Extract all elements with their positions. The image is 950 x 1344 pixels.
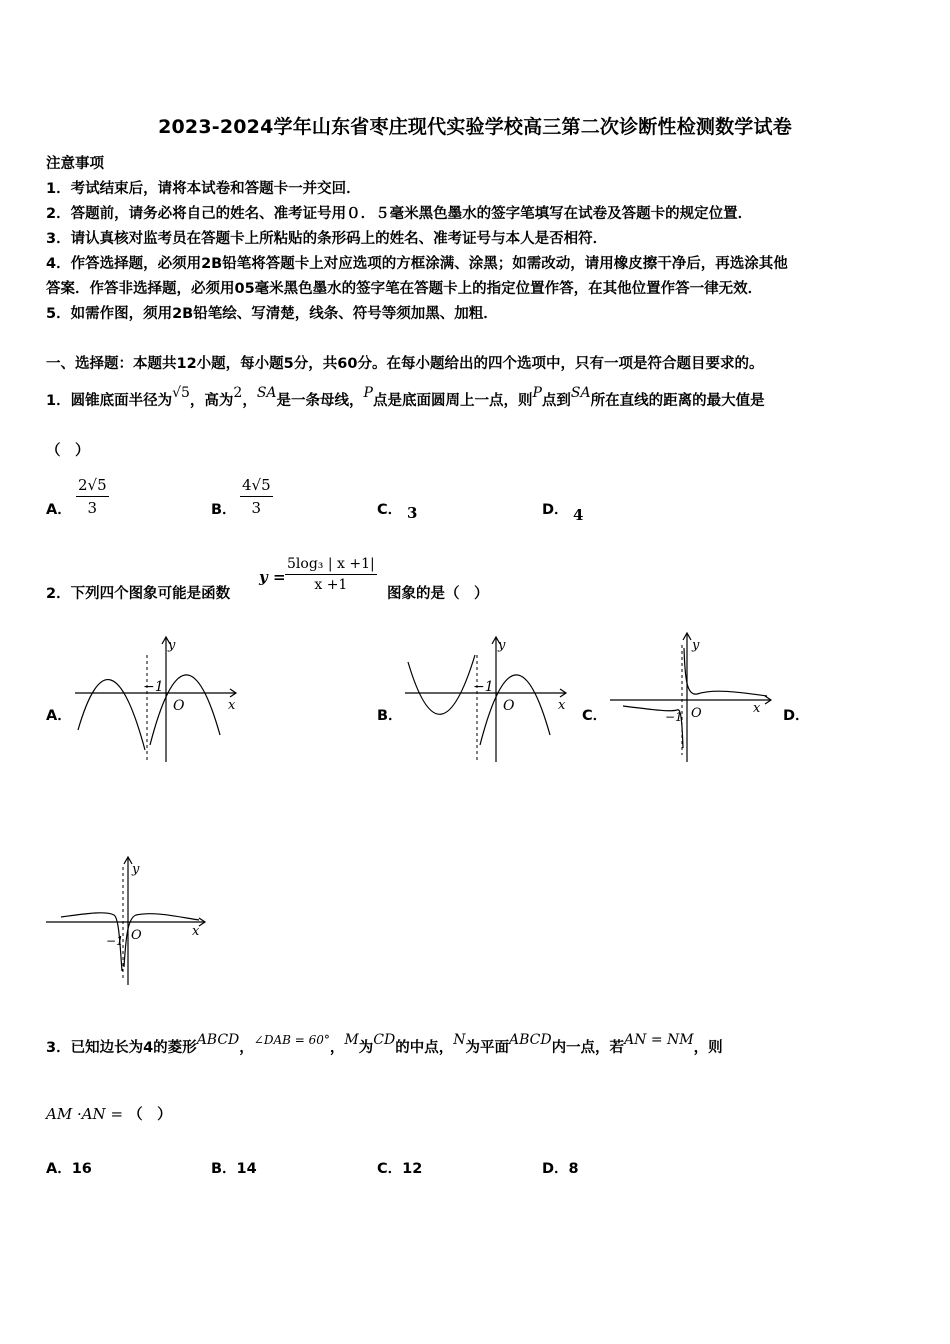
q3-math: AN = NM bbox=[624, 1032, 694, 1048]
minus-one-label: −1 bbox=[143, 679, 164, 695]
question-2-stem-start: 2．下列四个图象可能是函数 bbox=[46, 586, 231, 602]
q1-option-a-fraction bbox=[76, 476, 109, 517]
fraction-bar bbox=[76, 496, 109, 497]
notice-item-4-cont: 答案．作答非选择题，必须用05毫米黑色墨水的签字笔在答题卡上的指定位置作答，在其他位置作答一律无效． bbox=[46, 281, 763, 297]
q3-text: 3．已知边长为4的菱形 bbox=[46, 1040, 197, 1056]
q2-graph-c bbox=[605, 630, 780, 765]
q2-function-lhs: y = bbox=[259, 568, 286, 586]
q1-math: P bbox=[532, 385, 542, 401]
fraction-numerator: 2√5 bbox=[78, 476, 107, 494]
q2-option-b-label: B． bbox=[377, 708, 403, 724]
x-label: x bbox=[558, 698, 566, 713]
q1-math: SA bbox=[256, 385, 277, 401]
q3-math: ∠DAB = 60° bbox=[253, 1033, 330, 1047]
y-label: y bbox=[132, 862, 140, 877]
q3-text: ，则 bbox=[693, 1040, 723, 1056]
x-label: x bbox=[753, 701, 761, 716]
question-3-stem bbox=[46, 1032, 723, 1057]
q1-option-a-label: A． bbox=[46, 502, 72, 518]
q2-option-d-label: D． bbox=[783, 708, 810, 724]
notice-item-3: 3．请认真核对监考员在答题卡上所粘贴的条形码上的姓名、准考证号与本人是否相符． bbox=[46, 231, 608, 247]
question-1-stem bbox=[46, 385, 765, 410]
question-1-paren: （ ） bbox=[46, 443, 90, 459]
origin-label: O bbox=[131, 928, 142, 943]
curve-right bbox=[684, 648, 767, 696]
q3-option-a: A．16 bbox=[46, 1161, 92, 1177]
q3-paren: （ ） bbox=[128, 1107, 172, 1123]
y-label: y bbox=[498, 638, 506, 653]
origin-label: O bbox=[691, 706, 702, 721]
q1-text: 点是底面圆周上一点，则 bbox=[372, 393, 533, 409]
y-label: y bbox=[168, 638, 176, 653]
q1-option-c-label: C． bbox=[377, 502, 403, 518]
q1-option-d-label: D． bbox=[542, 502, 569, 518]
q3-math: CD bbox=[373, 1032, 396, 1048]
q2-graph-b bbox=[400, 630, 575, 765]
section-heading: 一、选择题：本题共12小题，每小题5分，共60分。在每小题给出的四个选项中，只有一项是符合题目要求的。 bbox=[46, 356, 764, 372]
q1-option-b-label: B． bbox=[211, 502, 237, 518]
x-label: x bbox=[192, 924, 200, 939]
q3-text: ， bbox=[329, 1040, 345, 1056]
q2-graph-d bbox=[44, 855, 219, 990]
q1-text: 是一条母线， bbox=[276, 393, 364, 409]
page-title: 2023-2024学年山东省枣庄现代实验学校高三第二次诊断性检测数学试卷 bbox=[158, 116, 792, 138]
notice-heading: 注意事项 bbox=[46, 156, 104, 172]
fraction-bar bbox=[240, 496, 273, 497]
q1-math: 2 bbox=[233, 385, 243, 401]
q1-text: 所在直线的距离的最大值是 bbox=[590, 393, 765, 409]
q1-option-b-fraction bbox=[240, 476, 273, 517]
q3-math: N bbox=[453, 1032, 466, 1048]
q1-text: ，高为 bbox=[189, 393, 234, 409]
minus-one-label: −1 bbox=[106, 934, 124, 948]
fraction-numerator: 5log₃ | x +1| bbox=[287, 556, 375, 572]
notice-item-5: 5．如需作图，须用2B铅笔绘、写清楚，线条、符号等须加黑、加粗． bbox=[46, 306, 498, 322]
q3-text: 内一点，若 bbox=[551, 1040, 625, 1056]
q3-text: 的中点， bbox=[395, 1040, 454, 1056]
q3-option-c: C．12 bbox=[377, 1161, 423, 1177]
q1-math: SA bbox=[570, 385, 591, 401]
q1-text: 点到 bbox=[541, 393, 571, 409]
q3-option-b: B．14 bbox=[211, 1161, 257, 1177]
q3-text: 为 bbox=[358, 1040, 374, 1056]
q3-option-d: D．8 bbox=[542, 1161, 579, 1177]
y-label: y bbox=[692, 638, 700, 653]
fraction-numerator: 4√5 bbox=[242, 476, 271, 494]
q1-math: √5 bbox=[172, 385, 190, 401]
notice-item-4: 4．作答选择题，必须用2B铅笔将答题卡上对应选项的方框涂满、涂黑；如需改动，请用橡皮擦干净后，再选涂其他 bbox=[46, 256, 788, 272]
origin-label: O bbox=[503, 698, 515, 714]
fraction-denominator: 3 bbox=[251, 499, 262, 517]
origin-label: O bbox=[173, 698, 185, 714]
q3-math: M bbox=[344, 1032, 359, 1048]
x-label: x bbox=[228, 698, 236, 713]
curve-left bbox=[408, 655, 475, 714]
q3-text: 为平面 bbox=[465, 1040, 509, 1056]
q2-option-c-label: C． bbox=[582, 708, 608, 724]
q1-math: P bbox=[363, 385, 373, 401]
q3-math: ABCD bbox=[508, 1032, 552, 1048]
curve-left bbox=[78, 680, 145, 750]
q1-text: ， bbox=[242, 393, 257, 409]
question-3-expression bbox=[46, 1103, 172, 1124]
notice-item-1: 1．考试结束后，请将本试卷和答题卡一并交回． bbox=[46, 181, 361, 197]
q1-option-c-value: 3 bbox=[407, 504, 418, 522]
minus-one-label: −1 bbox=[473, 679, 494, 695]
fraction-denominator: 3 bbox=[87, 499, 98, 517]
q1-option-d-value: 4 bbox=[573, 506, 584, 524]
fraction-bar bbox=[285, 574, 377, 575]
q2-function-fraction bbox=[285, 556, 377, 593]
q2-option-a-label: A． bbox=[46, 708, 72, 724]
fraction-denominator: x +1 bbox=[314, 577, 348, 593]
q1-text: 1．圆锥底面半径为 bbox=[46, 393, 173, 409]
q3-expression-math: AM ·AN = bbox=[46, 1105, 124, 1123]
q3-math: ABCD bbox=[196, 1032, 240, 1048]
q3-text: ， bbox=[239, 1040, 254, 1056]
notice-item-2: 2．答题前，请务必将自己的姓名、准考证号用０．５毫米黑色墨水的签字笔填写在试卷及答题卡的规定位置． bbox=[46, 206, 753, 222]
minus-one-label: −1 bbox=[665, 710, 683, 724]
question-2-stem-end: 图象的是（ ） bbox=[387, 586, 489, 602]
q2-graph-a bbox=[70, 630, 245, 765]
